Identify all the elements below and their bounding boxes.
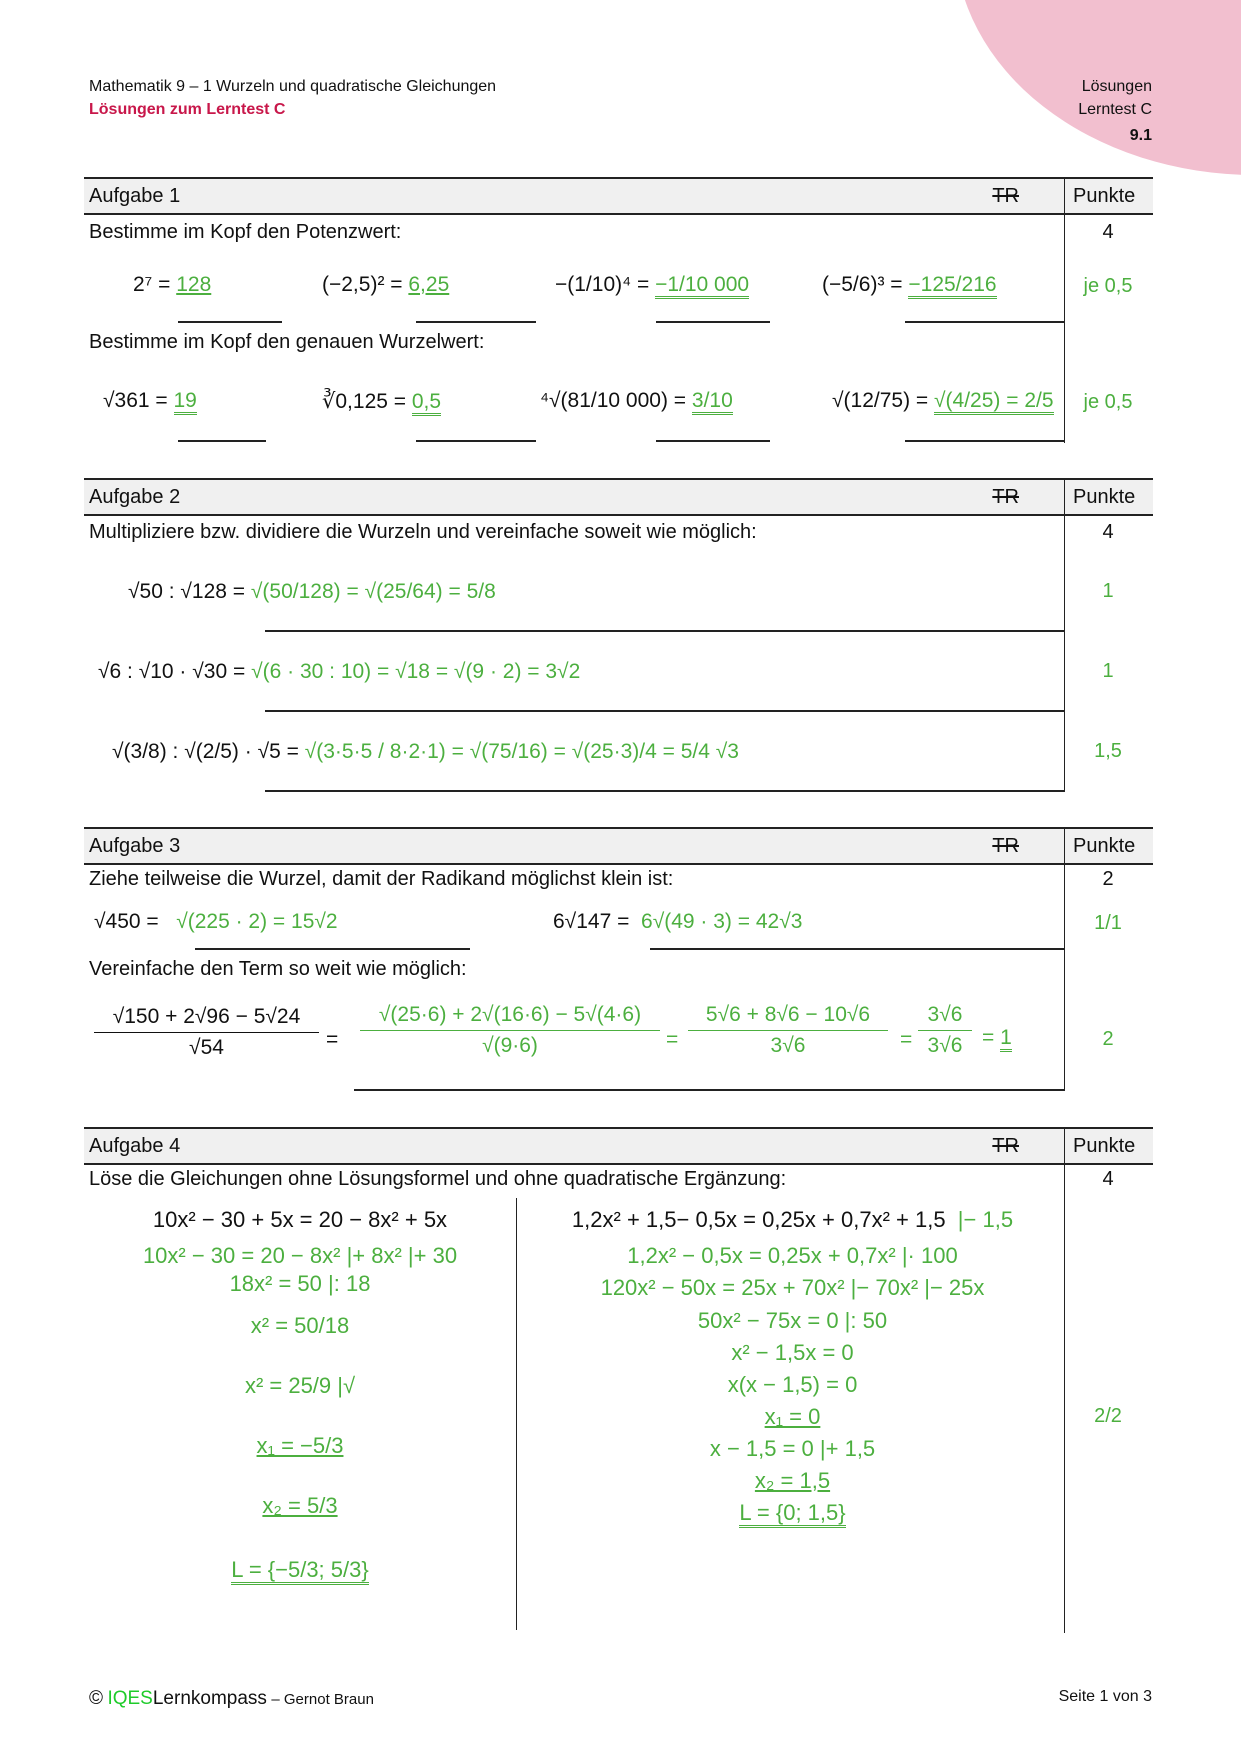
answer: 6√(49 · 3) = 42√3 bbox=[641, 910, 803, 933]
exercise-2b: √6 : √10 · √30 = √(6 · 30 : 10) = √18 = √(9 · 2) = 3√2 bbox=[98, 660, 581, 683]
instruction: Bestimme im Kopf den Potenzwert: bbox=[89, 221, 402, 243]
task-header-4 bbox=[84, 1127, 1153, 1165]
final-result: = 1 bbox=[982, 1026, 1012, 1050]
solution-x2: x₂ = 1,5 bbox=[754, 1468, 831, 1493]
solution-step: 50x² − 75x = 0 |: 50 bbox=[697, 1308, 888, 1333]
answer: √(3·5·5 / 8·2·1) = √(75/16) = √(25·3)/4 = 5/4 √3 bbox=[304, 740, 739, 763]
calculator-not-allowed-label: TR bbox=[992, 835, 1019, 857]
solution-x1: x₁ = −5/3 bbox=[256, 1433, 344, 1458]
header-right-test: Lerntest C bbox=[1078, 101, 1152, 118]
page-number: Seite 1 von 3 bbox=[1058, 1688, 1152, 1705]
exercise-1f: ∛0,125 = 0,5 bbox=[322, 389, 441, 414]
equation-left-task: 10x² − 30 + 5x = 20 − 8x² + 5x bbox=[152, 1207, 448, 1232]
answer: √(4/25) = 2/5 bbox=[934, 389, 1054, 415]
brand-name: Lernkompass bbox=[152, 1688, 267, 1709]
header-right-label: Lösungen bbox=[1081, 78, 1152, 95]
calculator-not-allowed-label: TR bbox=[992, 486, 1019, 508]
calculator-not-allowed-label: TR bbox=[992, 1135, 1019, 1157]
answer: 6,25 bbox=[408, 273, 450, 296]
points-row: 1/1 bbox=[1094, 912, 1122, 934]
exercise-1g: ⁴√(81/10 000) = 3/10 bbox=[540, 389, 733, 413]
answer-line bbox=[265, 790, 1065, 792]
answer: −125/216 bbox=[908, 273, 996, 299]
header-right-number: 9.1 bbox=[1129, 127, 1152, 144]
instruction: Ziehe teilweise die Wurzel, damit der Radikand möglichst klein ist: bbox=[89, 868, 674, 890]
exercise-1d: (−5/6)³ = −125/216 bbox=[822, 273, 997, 297]
points-row: 2/2 bbox=[1094, 1405, 1122, 1427]
fraction-numerator: √150 + 2√96 − 5√24 bbox=[94, 1005, 319, 1033]
answer-line bbox=[416, 321, 536, 323]
points-total: 4 bbox=[1102, 1168, 1114, 1190]
answer-line bbox=[656, 440, 770, 442]
points-header: Punkte bbox=[1064, 179, 1135, 213]
fraction-denominator: √54 bbox=[189, 1036, 224, 1059]
answer-line bbox=[265, 630, 1065, 632]
solution-x1: x₁ = 0 bbox=[764, 1404, 821, 1429]
equation-right-task: 1,2x² + 1,5− 0,5x = 0,25x + 0,7x² + 1,5 |− 1,5 bbox=[571, 1207, 1014, 1232]
exercise-1e: √361 = 19 bbox=[103, 389, 197, 413]
task-title: Aufgabe 2 bbox=[89, 486, 181, 508]
answer-line bbox=[178, 321, 282, 323]
calculator-not-allowed-label: TR bbox=[992, 185, 1019, 207]
document-title: Lösungen zum Lerntest C bbox=[89, 101, 286, 118]
solution-set-right: L = {0; 1,5} bbox=[520, 1500, 1065, 1526]
solution-step: x − 1,5 = 0 |+ 1,5 bbox=[709, 1436, 876, 1461]
points-row: 1 bbox=[1102, 660, 1114, 682]
operation-note: |− 1,5 bbox=[957, 1207, 1014, 1232]
task-title: Aufgabe 3 bbox=[89, 835, 181, 857]
exercise-1a: 2⁷ = 128 bbox=[133, 273, 212, 296]
answer-line bbox=[905, 440, 1065, 442]
answer-line bbox=[354, 1089, 1065, 1091]
points-total: 4 bbox=[1102, 221, 1114, 243]
solution-x2: x₂ = 5/3 bbox=[262, 1493, 338, 1518]
points-row: je 0,5 bbox=[1083, 275, 1133, 297]
exercise-1b: (−2,5)² = 6,25 bbox=[322, 273, 450, 296]
equals-sign: = bbox=[900, 1028, 913, 1051]
brand-iqes: IQES bbox=[107, 1688, 153, 1709]
answer-line bbox=[416, 440, 536, 442]
points-row: 2 bbox=[1102, 1028, 1114, 1050]
answer-step-3: 3√6 3√6 bbox=[918, 1003, 972, 1058]
answer: 128 bbox=[176, 273, 212, 296]
instruction: Multipliziere bzw. dividiere die Wurzeln und vereinfache soweit wie möglich: bbox=[89, 521, 757, 543]
answer: √(50/128) = √(25/64) = 5/8 bbox=[250, 580, 496, 603]
solution-step: 18x² = 50 |: 18 bbox=[229, 1271, 371, 1296]
points-divider bbox=[1064, 1163, 1065, 1633]
points-total: 2 bbox=[1102, 868, 1114, 890]
task-header-1 bbox=[84, 177, 1153, 215]
answer: √(225 · 2) = 15√2 bbox=[176, 910, 338, 933]
exercise-3c bbox=[94, 1005, 319, 1060]
task-title: Aufgabe 4 bbox=[89, 1135, 181, 1157]
points-row: 1,5 bbox=[1094, 740, 1122, 762]
subject-line: Mathematik 9 – 1 Wurzeln und quadratische Gleichungen bbox=[89, 78, 497, 95]
answer-line bbox=[656, 321, 770, 323]
solution-step: x² = 25/9 |√ bbox=[244, 1373, 356, 1398]
task-header-2 bbox=[84, 478, 1153, 516]
exercise-3a: √450 = √(225 · 2) = 15√2 bbox=[94, 910, 338, 933]
answer: 0,5 bbox=[412, 390, 441, 416]
points-row: je 0,5 bbox=[1083, 391, 1133, 413]
answer-step-2: 5√6 + 8√6 − 10√6 3√6 bbox=[688, 1003, 888, 1058]
equals-sign: = bbox=[326, 1028, 339, 1051]
answer-step-1: √(25·6) + 2√(16·6) − 5√(4·6) √(9·6) bbox=[360, 1003, 660, 1058]
task-header-3 bbox=[84, 827, 1153, 865]
answer-line bbox=[195, 948, 470, 950]
exercise-1c: −(1/10)⁴ = −1/10 000 bbox=[555, 273, 749, 297]
instruction: Bestimme im Kopf den genauen Wurzelwert: bbox=[89, 331, 485, 353]
points-header: Punkte bbox=[1064, 480, 1135, 514]
points-total: 4 bbox=[1102, 521, 1114, 543]
instruction: Vereinfache den Term so weit wie möglich: bbox=[89, 958, 467, 980]
exercise-2c: √(3/8) : √(2/5) · √5 = √(3·5·5 / 8·2·1) = √(75/16) = √(25·3)/4 = 5/4 √3 bbox=[112, 740, 739, 763]
footer-credit bbox=[89, 1688, 374, 1710]
answer-line bbox=[650, 948, 1065, 950]
exercise-3b: 6√147 = 6√(49 · 3) = 42√3 bbox=[553, 910, 803, 933]
solution-step: x² − 1,5x = 0 bbox=[731, 1340, 854, 1365]
points-header: Punkte bbox=[1064, 829, 1135, 863]
solution-step: 10x² − 30 = 20 − 8x² |+ 8x² |+ 30 bbox=[142, 1243, 458, 1268]
task-title: Aufgabe 1 bbox=[89, 185, 181, 207]
exercise-1h: √(12/75) = √(4/25) = 2/5 bbox=[832, 389, 1054, 413]
solution-set-left: L = {−5/3; 5/3} bbox=[90, 1557, 510, 1583]
solution-step: x(x − 1,5) = 0 bbox=[727, 1372, 858, 1397]
answer-line bbox=[905, 321, 1065, 323]
answer-line bbox=[265, 710, 1065, 712]
points-divider bbox=[1064, 863, 1065, 1091]
answer-line bbox=[178, 440, 266, 442]
solution-step: 120x² − 50x = 25x + 70x² |− 70x² |− 25x bbox=[600, 1275, 985, 1300]
points-row: 1 bbox=[1102, 580, 1114, 602]
solution-step: 1,2x² − 0,5x = 0,25x + 0,7x² |· 100 bbox=[627, 1243, 958, 1268]
answer: 3/10 bbox=[692, 389, 733, 415]
exercise-2a: √50 : √128 = √(50/128) = √(25/64) = 5/8 bbox=[128, 580, 496, 603]
points-header: Punkte bbox=[1064, 1129, 1135, 1163]
answer: 19 bbox=[174, 389, 197, 415]
instruction: Löse die Gleichungen ohne Lösungsformel und ohne quadratische Ergänzung: bbox=[89, 1168, 787, 1190]
answer: √(6 · 30 : 10) = √18 = √(9 · 2) = 3√2 bbox=[251, 660, 581, 683]
equals-sign: = bbox=[666, 1028, 679, 1051]
copyright-icon: © bbox=[89, 1688, 103, 1709]
solution-step: x² = 50/18 bbox=[250, 1313, 350, 1338]
column-divider bbox=[516, 1198, 517, 1630]
author: – Gernot Braun bbox=[271, 1691, 374, 1708]
answer: −1/10 000 bbox=[655, 273, 749, 299]
